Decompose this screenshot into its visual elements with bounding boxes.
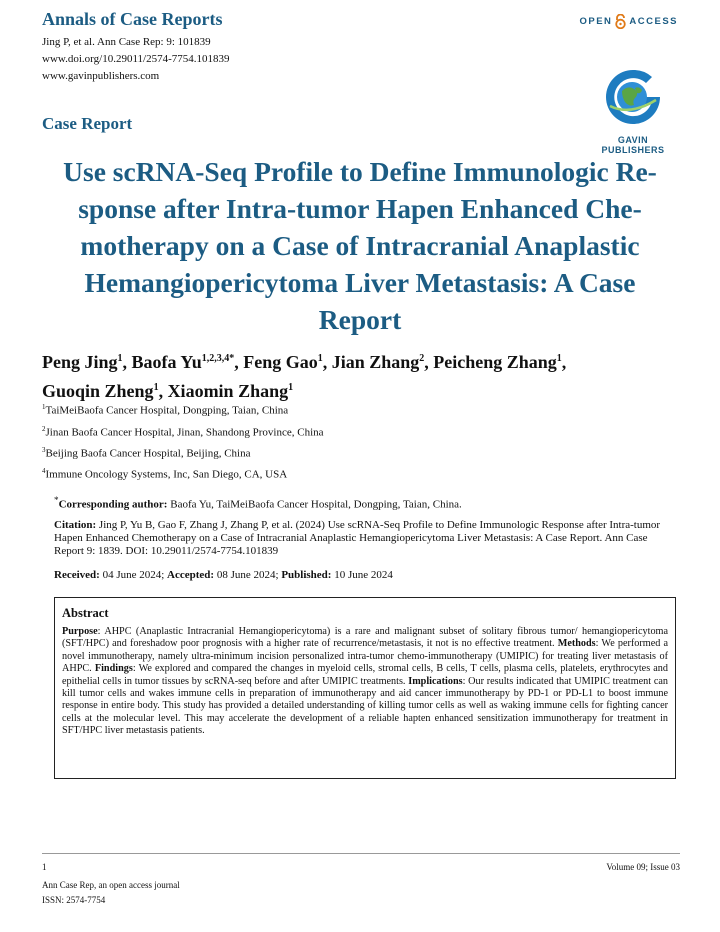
open-access-left-label: OPEN	[579, 16, 613, 27]
affiliation	[42, 403, 288, 417]
affiliation	[42, 467, 287, 481]
corresponding-text: Baofa Yu, TaiMeiBaofa Cancer Hospital, Dongping, Taian, China.	[167, 498, 462, 511]
author-separator: ,	[158, 381, 168, 401]
footer-journal: Ann Case Rep, an open access journal	[42, 880, 180, 890]
findings-text: : We explored and compared the changes in myeloid cells, stromal cells, B cells, T cells, plasma cells, platelets, erythrocytes and epithelial cells in tumor tissues by scRNA-seq before and after UMIPIC treatments.	[62, 663, 668, 687]
doi-link[interactable]: www.doi.org/10.29011/2574-7754.101839	[42, 53, 230, 65]
methods-label: Methods	[557, 638, 596, 650]
published-date: 10 June 2024	[331, 569, 393, 581]
implications-text: : Our results indicated that UMIPIC treatment can kill tumor cells and wakes immune cells in preparation of immunotherapy and aid cancer immunotherapy by PD-1 or PD-L1 to boost immune response in entire body. This study has provided a detailed understanding of killing tumor cells as well as waking immune cells for fighting cancer cells at the molecular level. This may accelerate the development of a reliable hapten enhanced sensitization immunotherapy for treatment in SFT/HPC liver metastasis patients.	[62, 675, 669, 737]
accepted-date: 08 June 2024;	[214, 569, 282, 581]
published-label: Published:	[281, 569, 332, 581]
author-affiliation-mark: 1	[317, 353, 323, 364]
citation-line: Jing P, et al. Ann Case Rep: 9: 101839	[42, 36, 211, 48]
affiliation-mark: 1	[42, 403, 46, 411]
author-name: Feng Gao	[243, 352, 318, 372]
footer-issn: ISSN: 2574-7754	[42, 895, 106, 905]
citation	[54, 519, 680, 558]
corresponding-author	[54, 495, 462, 511]
affiliation-text: Beijing Baofa Cancer Hospital, Beijing, China	[45, 447, 251, 460]
volume-issue: Volume 09; Issue 03	[606, 862, 680, 872]
journal-title: Annals of Case Reports	[42, 9, 223, 29]
corresponding-mark: *	[54, 495, 59, 505]
title-line: Hemangiopericytoma Liver Metastasis: A Case	[84, 267, 636, 298]
author-list	[42, 346, 682, 404]
author-name: Guoqin Zheng	[42, 381, 154, 401]
website-link[interactable]: www.gavinpublishers.com	[42, 70, 160, 82]
open-access-right-label: ACCESS	[629, 16, 678, 27]
affiliation-mark: 3	[42, 446, 46, 454]
globe-logo-icon	[602, 66, 664, 128]
affiliation	[42, 425, 324, 439]
author-affiliation-mark: 1	[153, 382, 159, 393]
page-number: 1	[42, 862, 47, 872]
author-name: Peicheng Zhang	[433, 352, 557, 372]
author-affiliation-mark: 1	[288, 382, 294, 393]
author-separator: ,	[424, 352, 434, 372]
citation-text: Jing P, Yu B, Gao F, Zhang J, Zhang P, et al. (2024) Use scRNA-Seq Profile to Define Immunologic Response after Intra-tumor Hapen Enhanced Chemotherapy on a Case of Intracranial Anaplastic Hemangiopericytoma Liver Metastasis: A Case Report. Ann Case Report 9: 1839. DOI: 10.29011/2574-7754.101839	[54, 519, 661, 557]
title-line: Report	[318, 304, 402, 335]
author-name: Baofa Yu	[131, 352, 202, 372]
purpose-label: Purpose	[62, 626, 98, 637]
footer-divider	[42, 853, 680, 854]
received-date: 04 June 2024;	[99, 569, 168, 581]
accepted-label: Accepted:	[167, 569, 215, 581]
methods-text: : We performed a novel immunotherapy, namely ultra-minimum incision personalized intra-tumor chemo-immunotherapy (UMIPIC) for treating liver metastasis of AHPC.	[62, 638, 668, 675]
author-separator: ,	[322, 352, 332, 372]
received-label: Received:	[54, 569, 100, 581]
abstract-heading: Abstract	[62, 606, 109, 620]
open-access-badge	[579, 14, 678, 29]
title-line: sponse after Intra-tumor Hapen Enhanced Che-	[78, 193, 642, 224]
title-line: motherapy on a Case of Intracranial Anaplastic	[80, 230, 640, 261]
affiliation-text: TaiMeiBaofa Cancer Hospital, Dongping, Taian, China	[45, 404, 289, 417]
abstract-box	[54, 597, 676, 779]
author-affiliation-mark: 1	[556, 353, 562, 364]
publisher-logo	[588, 66, 678, 155]
affiliation	[42, 446, 251, 460]
author-affiliation-mark: 1,2,3,4*	[201, 353, 235, 364]
author-name: Jian Zhang	[331, 352, 420, 372]
author-separator: ,	[561, 352, 567, 372]
publication-dates	[54, 569, 393, 581]
affiliation-text: Jinan Baofa Cancer Hospital, Jinan, Shandong Province, China	[45, 426, 324, 439]
affiliation-text: Immune Oncology Systems, Inc, San Diego, CA, USA	[45, 468, 288, 481]
article-type: Case Report	[42, 114, 133, 133]
citation-label: Citation:	[54, 519, 97, 531]
author-separator: ,	[234, 352, 244, 372]
open-lock-icon	[614, 14, 627, 29]
findings-label: Findings	[94, 663, 133, 675]
implications-label: Implications	[408, 675, 463, 687]
affiliation-mark: 4	[42, 467, 46, 475]
author-affiliation-mark: 2	[419, 353, 425, 364]
purpose-text: : AHPC (Anaplastic Intracranial Hemangiopericytoma) is a rare and malignant subset of solitary fibrous tumor/ hemangiopericytoma (SFT/HPC) and foreshadow poor prognosis with a higher rate of recurrence/metastasis, it not is no effective treatment.	[62, 626, 668, 650]
author-affiliation-mark: 1	[117, 353, 123, 364]
affiliation-mark: 2	[42, 425, 46, 433]
abstract-body	[62, 626, 668, 738]
paper-title	[40, 153, 680, 338]
corresponding-label: Corresponding author:	[58, 498, 168, 511]
author-name: Xiaomin Zhang	[167, 381, 289, 401]
author-separator: ,	[122, 352, 132, 372]
publisher-name: GAVIN PUBLISHERS	[601, 135, 665, 155]
title-line: Use scRNA-Seq Profile to Define Immunologic Re-	[63, 156, 657, 187]
author-name: Peng Jing	[42, 352, 118, 372]
